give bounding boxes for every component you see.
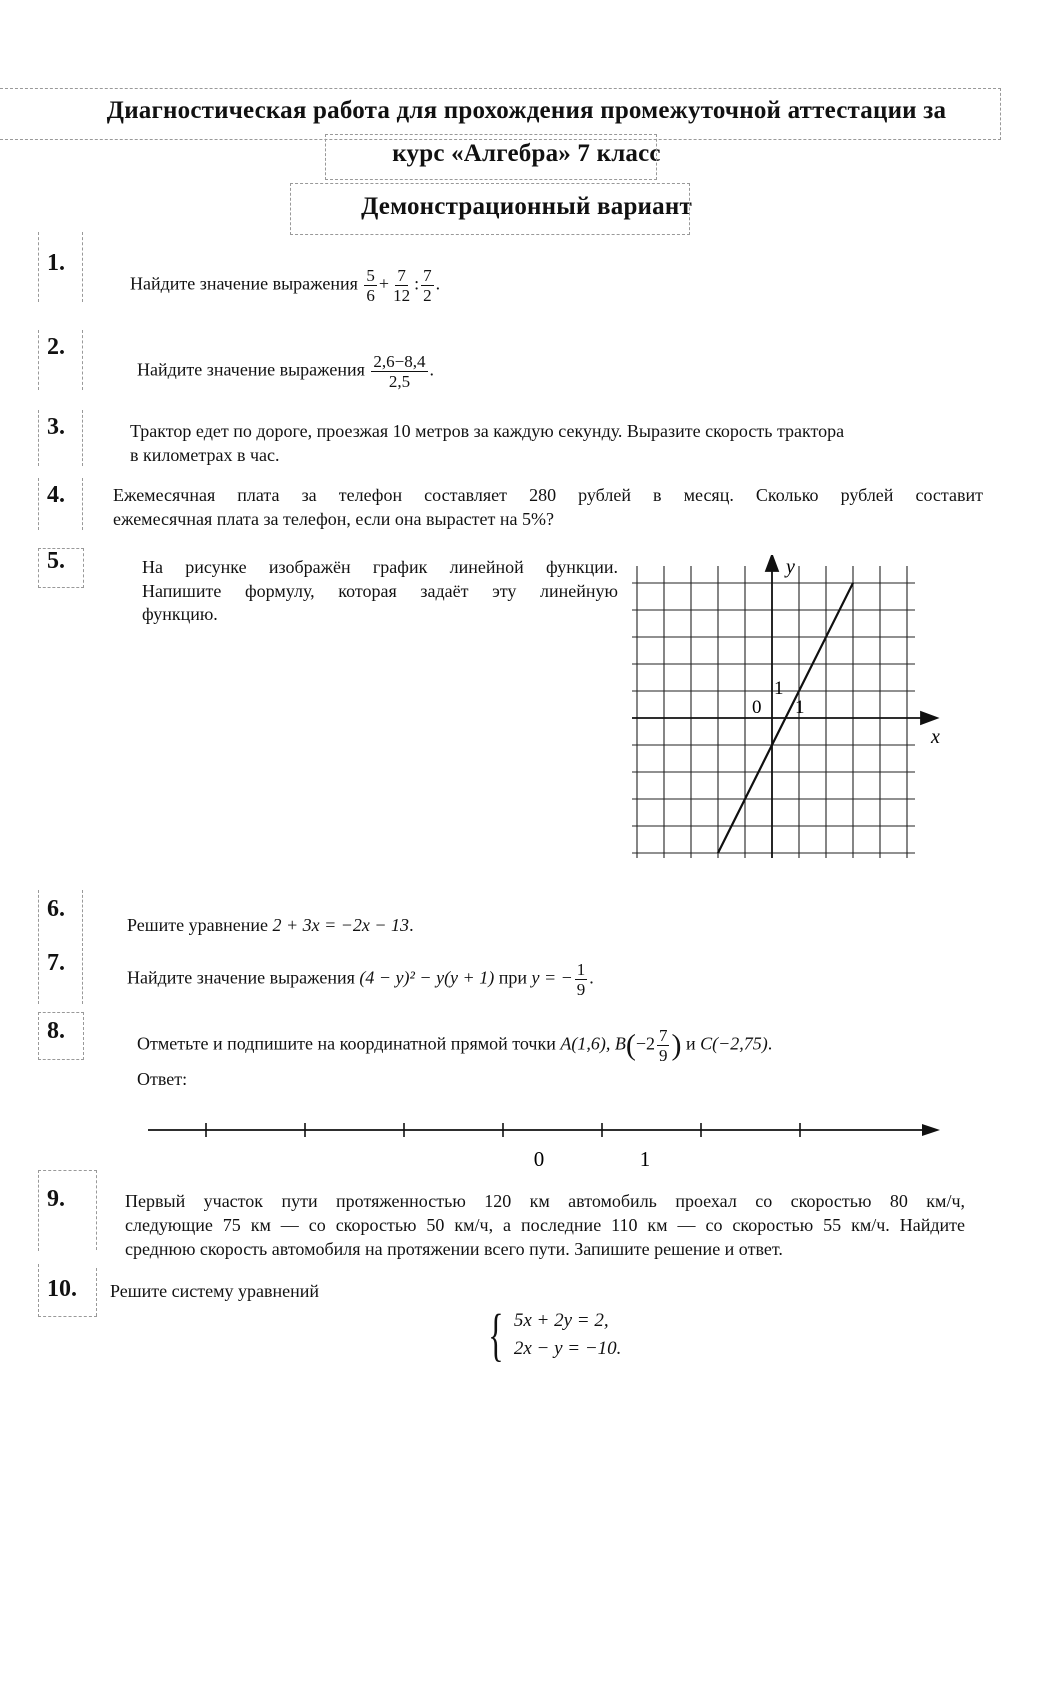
title-line2-frame [325,134,657,180]
expression: (4 − y)² − y(y + 1) [359,967,495,988]
task-number-10: 10. [47,1276,77,1302]
task-5-line3: функцию. [142,604,218,624]
task-frame-4 [38,478,39,530]
denominator: 2,5 [388,372,411,391]
number-line-arrow [922,1124,940,1136]
fraction [421,266,434,305]
task-frame-3 [38,410,39,466]
tick-label-x: 1 [795,697,805,718]
linear-function-graph [630,555,950,875]
period: . [409,915,414,935]
task-9-line3: среднюю скорость автомобиля на протяжении всего пути. Запишите решение и ответ. [125,1239,783,1259]
point-a: A(1,6), [560,1033,611,1054]
tick-label-y: 1 [774,678,784,699]
system-brace: { [488,1302,504,1367]
task-frame-4b [82,478,83,530]
task-number-7: 7. [47,950,65,976]
page-title-line2: курс «Алгебра» 7 класс [392,140,661,167]
task-7 [127,960,594,999]
task-frame-1b [82,232,83,302]
answer-label: Ответ: [137,1069,188,1089]
task-number-9: 9. [47,1186,65,1212]
task-number-1: 1. [47,250,65,276]
task-4-line1: Ежемесячная плата за телефон составляет 280 рублей в месяц. Сколько рублей составит [113,485,983,505]
task-9-line1: Первый участок пути протяженностью 120 км автомобиль проехал со скоростью 80 км/ч, [125,1191,965,1211]
numerator: 7 [658,1026,668,1045]
y-axis-arrow [766,555,778,571]
task-frame-7b [82,948,83,1004]
task-frame-6 [38,890,39,946]
task-frame-10b [96,1268,97,1316]
number-line-label-zero: 0 [533,1147,545,1170]
fraction [657,1026,670,1065]
task-number-5: 5. [47,548,65,574]
paren-open: ( [625,1028,636,1062]
task-5-line2: Напишите формулу, которая задаёт эту линейную [142,581,618,601]
system-equations [514,1307,622,1363]
task-5-line1: На рисунке изображён график линейной функции. [142,557,618,577]
period: . [435,273,441,294]
divide-sign: : [414,273,420,294]
task-frame-6b [82,890,83,946]
number-line [140,1110,940,1170]
numerator: 7 [397,266,406,285]
task-frame-3b [82,410,83,466]
equation-system [482,1302,622,1367]
x-axis-arrow [921,712,937,724]
plus-sign: + [378,273,390,294]
task-4-line2: ежемесячная плата за телефон, если она вырастет на 5%? [113,509,554,529]
numerator: 7 [423,266,432,285]
task-6 [127,914,414,936]
task-frame-2 [38,330,39,390]
point-c: C(−2,75) [700,1033,768,1054]
denominator: 9 [576,980,586,999]
fraction [575,960,588,999]
task-2 [137,352,434,391]
page-subtitle: Демонстрационный вариант [361,193,692,220]
task-8-text: Отметьте и подпишите на координатной прямой точки [137,1033,556,1054]
word-and: и [685,1033,696,1054]
task-number-3: 3. [47,414,65,440]
task-frame-1 [38,232,39,302]
numerator: 1 [576,960,586,979]
word-pri: при [498,967,527,988]
task-number-4: 4. [47,482,65,508]
denominator: 2 [423,286,432,305]
system-eq-1: 5x + 2y = 2, [513,1310,609,1331]
task-2-text: Найдите значение выражения [137,359,365,380]
fraction [371,352,427,391]
y-equals: y = − [531,967,573,988]
task-frame-2b [82,330,83,390]
task-3-line2: в километрах в час. [130,445,280,465]
task-number-6: 6. [47,896,65,922]
period: . [589,967,594,988]
system-eq-2: 2x − y = −10. [513,1338,622,1359]
task-6-text: Решите уравнение [127,915,268,935]
title-frame [0,88,1001,140]
numerator: 2,6−8,4 [373,352,426,371]
axis-label-x: x [931,726,940,748]
task-1 [130,266,440,305]
number-line-label-one: 1 [639,1147,651,1170]
subtitle-frame [290,183,690,235]
task-1-text: Найдите значение выражения [130,273,358,294]
paren-close: ) [671,1028,682,1062]
task-frame-9b [96,1170,97,1250]
task-frame-7 [38,948,39,1004]
point-b-int: −2 [635,1033,655,1054]
task-10-text: Решите систему уравнений [110,1281,319,1301]
denominator: 12 [393,286,411,305]
origin-label: 0 [752,697,762,718]
task-9-line2: следующие 75 км — со скоростью 50 км/ч, а последние 110 км — со скоростью 55 км/ч. Найдите [125,1215,965,1235]
point-b-label: B [614,1033,626,1054]
fraction [391,266,412,305]
denominator: 6 [366,286,375,305]
fraction [364,266,377,305]
period: . [429,359,434,380]
period: . [767,1033,773,1054]
equation: 2 + 3x = −2x − 13 [272,915,410,935]
task-number-2: 2. [47,334,65,360]
page-title: Диагностическая работа для прохождения промежуточной аттестации за [106,97,947,124]
task-8 [137,1026,772,1065]
task-7-text: Найдите значение выражения [127,967,355,988]
denominator: 9 [658,1046,668,1065]
task-3-line1: Трактор едет по дороге, проезжая 10 метров за каждую секунду. Выразите скорость трактора [130,421,845,441]
axis-label-y: y [786,556,795,578]
numerator: 5 [366,266,375,285]
task-number-8: 8. [47,1018,65,1044]
